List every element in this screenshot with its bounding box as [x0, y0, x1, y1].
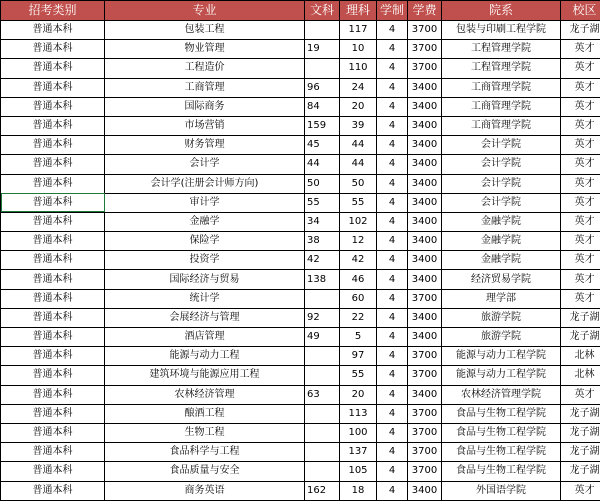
cell-arts-quota[interactable]: 44: [305, 155, 340, 174]
cell-college[interactable]: 外国语学院: [442, 481, 561, 500]
cell-campus[interactable]: 龙子湖: [561, 21, 600, 40]
cell-campus[interactable]: 英才: [561, 385, 600, 404]
cell-arts-quota[interactable]: 42: [305, 251, 340, 270]
cell-college[interactable]: 会计学院: [442, 193, 561, 212]
cell-tuition[interactable]: 3700: [408, 404, 442, 423]
cell-science-quota[interactable]: 22: [340, 308, 377, 327]
cell-major[interactable]: 酒店管理: [105, 328, 305, 347]
cell-college[interactable]: 金融学院: [442, 232, 561, 251]
cell-arts-quota[interactable]: 63: [305, 385, 340, 404]
cell-arts-quota[interactable]: [305, 462, 340, 481]
cell-arts-quota[interactable]: 159: [305, 116, 340, 135]
cell-category[interactable]: 普通本科: [1, 423, 105, 442]
cell-arts-quota[interactable]: [305, 443, 340, 462]
cell-arts-quota[interactable]: 162: [305, 481, 340, 500]
cell-category[interactable]: 普通本科: [1, 462, 105, 481]
table-row: [1, 366, 600, 385]
cell-science-quota[interactable]: 55: [340, 366, 377, 385]
cell-science-quota[interactable]: 50: [340, 174, 377, 193]
table-row: [1, 78, 600, 97]
cell-college[interactable]: 食品与生物工程学院: [442, 462, 561, 481]
cell-tuition[interactable]: 3700: [408, 289, 442, 308]
table-row: [1, 59, 600, 78]
cell-science-quota[interactable]: 39: [340, 116, 377, 135]
cell-duration[interactable]: 4: [377, 385, 408, 404]
cell-major[interactable]: 建筑环境与能源应用工程: [105, 366, 305, 385]
table-row: [1, 232, 600, 251]
cell-tuition[interactable]: 3400: [408, 385, 442, 404]
cell-tuition[interactable]: 3700: [408, 347, 442, 366]
table-row: [1, 212, 600, 231]
cell-major[interactable]: 商务英语: [105, 481, 305, 500]
cell-science-quota[interactable]: 42: [340, 251, 377, 270]
cell-major[interactable]: 物业管理: [105, 40, 305, 59]
cell-arts-quota[interactable]: 55: [305, 193, 340, 212]
cell-science-quota[interactable]: 20: [340, 385, 377, 404]
cell-campus[interactable]: 英才: [561, 116, 600, 135]
header-row: [1, 1, 600, 21]
cell-category[interactable]: 普通本科: [1, 385, 105, 404]
cell-duration[interactable]: 4: [377, 423, 408, 442]
cell-science-quota[interactable]: 5: [340, 328, 377, 347]
cell-category[interactable]: 普通本科: [1, 481, 105, 500]
cell-category[interactable]: 普通本科: [1, 212, 105, 231]
cell-college[interactable]: 工商管理学院: [442, 116, 561, 135]
cell-science-quota[interactable]: 18: [340, 481, 377, 500]
cell-major[interactable]: 食品科学与工程: [105, 443, 305, 462]
cell-arts-quota[interactable]: [305, 347, 340, 366]
cell-campus[interactable]: 龙子湖: [561, 404, 600, 423]
cell-college[interactable]: 工商管理学院: [442, 97, 561, 116]
cell-campus[interactable]: 英才: [561, 40, 600, 59]
cell-arts-quota[interactable]: 96: [305, 78, 340, 97]
cell-college[interactable]: 理学部: [442, 289, 561, 308]
cell-arts-quota[interactable]: [305, 366, 340, 385]
cell-college[interactable]: 能源与动力工程学院: [442, 366, 561, 385]
cell-college[interactable]: 会计学院: [442, 174, 561, 193]
cell-duration[interactable]: 4: [377, 193, 408, 212]
cell-college[interactable]: 旅游学院: [442, 328, 561, 347]
cell-arts-quota[interactable]: 138: [305, 270, 340, 289]
cell-college[interactable]: 金融学院: [442, 212, 561, 231]
cell-science-quota[interactable]: 44: [340, 136, 377, 155]
cell-major[interactable]: 工商管理: [105, 78, 305, 97]
cell-duration[interactable]: 4: [377, 443, 408, 462]
cell-category[interactable]: 普通本科: [1, 78, 105, 97]
cell-science-quota[interactable]: 10: [340, 40, 377, 59]
header-cell-tuition[interactable]: 学费: [408, 1, 442, 21]
table-row: [1, 289, 600, 308]
cell-science-quota[interactable]: 100: [340, 423, 377, 442]
cell-category[interactable]: 普通本科: [1, 40, 105, 59]
cell-duration[interactable]: 4: [377, 40, 408, 59]
cell-tuition[interactable]: 3400: [408, 212, 442, 231]
cell-college[interactable]: 食品与生物工程学院: [442, 443, 561, 462]
table-row: [1, 270, 600, 289]
cell-campus[interactable]: 英才: [561, 59, 600, 78]
cell-duration[interactable]: 4: [377, 251, 408, 270]
cell-duration[interactable]: 4: [377, 78, 408, 97]
table-row: [1, 404, 600, 423]
cell-category[interactable]: 普通本科: [1, 116, 105, 135]
cell-major[interactable]: 生物工程: [105, 423, 305, 442]
table-row: [1, 193, 600, 212]
cell-duration[interactable]: 4: [377, 404, 408, 423]
cell-science-quota[interactable]: 55: [340, 193, 377, 212]
cell-major[interactable]: 酿酒工程: [105, 404, 305, 423]
cell-major[interactable]: 市场营销: [105, 116, 305, 135]
cell-campus[interactable]: 英才: [561, 481, 600, 500]
table-body: [1, 21, 600, 501]
cell-duration[interactable]: 4: [377, 174, 408, 193]
cell-duration[interactable]: 4: [377, 270, 408, 289]
cell-major[interactable]: 工程造价: [105, 59, 305, 78]
cell-science-quota[interactable]: 117: [340, 21, 377, 40]
cell-duration[interactable]: 4: [377, 59, 408, 78]
cell-arts-quota[interactable]: [305, 289, 340, 308]
cell-college[interactable]: 农林经济管理学院: [442, 385, 561, 404]
cell-arts-quota[interactable]: 49: [305, 328, 340, 347]
cell-duration[interactable]: 4: [377, 328, 408, 347]
cell-science-quota[interactable]: 110: [340, 59, 377, 78]
cell-category[interactable]: 普通本科: [1, 366, 105, 385]
cell-duration[interactable]: 4: [377, 155, 408, 174]
cell-category[interactable]: 普通本科: [1, 59, 105, 78]
header-cell-category[interactable]: 招考类别: [1, 1, 105, 21]
cell-arts-quota[interactable]: 38: [305, 232, 340, 251]
cell-campus[interactable]: 英才: [561, 78, 600, 97]
table-row: [1, 308, 600, 327]
cell-college[interactable]: 包装与印刷工程学院: [442, 21, 561, 40]
cell-duration[interactable]: 4: [377, 347, 408, 366]
header-cell-campus[interactable]: 校区: [561, 1, 600, 21]
cell-campus[interactable]: 英才: [561, 97, 600, 116]
cell-tuition[interactable]: 3700: [408, 443, 442, 462]
cell-major[interactable]: 国际经济与贸易: [105, 270, 305, 289]
cell-science-quota[interactable]: 105: [340, 462, 377, 481]
cell-arts-quota[interactable]: [305, 59, 340, 78]
cell-college[interactable]: 食品与生物工程学院: [442, 404, 561, 423]
cell-tuition[interactable]: 3400: [408, 481, 442, 500]
cell-tuition[interactable]: 3400: [408, 308, 442, 327]
cell-major[interactable]: 统计学: [105, 289, 305, 308]
table-row: [1, 116, 600, 135]
cell-duration[interactable]: 4: [377, 116, 408, 135]
cell-campus[interactable]: 龙子湖: [561, 462, 600, 481]
cell-major[interactable]: 包装工程: [105, 21, 305, 40]
cell-tuition[interactable]: 3400: [408, 174, 442, 193]
cell-duration[interactable]: 4: [377, 366, 408, 385]
cell-science-quota[interactable]: 46: [340, 270, 377, 289]
cell-major[interactable]: 投资学: [105, 251, 305, 270]
header-cell-college[interactable]: 院系: [442, 1, 561, 21]
cell-duration[interactable]: 4: [377, 212, 408, 231]
cell-college[interactable]: 食品与生物工程学院: [442, 423, 561, 442]
header-cell-science[interactable]: 理科: [340, 1, 377, 21]
cell-campus[interactable]: 英才: [561, 174, 600, 193]
cell-arts-quota[interactable]: [305, 21, 340, 40]
cell-science-quota[interactable]: 24: [340, 78, 377, 97]
cell-campus[interactable]: 龙子湖: [561, 443, 600, 462]
table-row: [1, 21, 600, 40]
cell-category[interactable]: 普通本科: [1, 328, 105, 347]
cell-college[interactable]: 会计学院: [442, 136, 561, 155]
cell-major[interactable]: 国际商务: [105, 97, 305, 116]
cell-category[interactable]: 普通本科: [1, 155, 105, 174]
cell-campus[interactable]: 英才: [561, 270, 600, 289]
cell-campus[interactable]: 英才: [561, 193, 600, 212]
cell-arts-quota[interactable]: 19: [305, 40, 340, 59]
cell-major[interactable]: 食品质量与安全: [105, 462, 305, 481]
cell-campus[interactable]: 英才: [561, 232, 600, 251]
cell-campus[interactable]: 北林: [561, 347, 600, 366]
cell-campus[interactable]: 英才: [561, 136, 600, 155]
cell-category[interactable]: 普通本科: [1, 21, 105, 40]
table-row: [1, 136, 600, 155]
cell-college[interactable]: 工程管理学院: [442, 40, 561, 59]
cell-category[interactable]: 普通本科: [1, 251, 105, 270]
cell-duration[interactable]: 4: [377, 136, 408, 155]
cell-tuition[interactable]: 3700: [408, 366, 442, 385]
table-row: [1, 174, 600, 193]
header-cell-duration[interactable]: 学制: [377, 1, 408, 21]
cell-campus[interactable]: 英才: [561, 155, 600, 174]
cell-category[interactable]: 普通本科: [1, 289, 105, 308]
cell-major[interactable]: 审计学: [105, 193, 305, 212]
cell-duration[interactable]: 4: [377, 308, 408, 327]
cell-science-quota[interactable]: 44: [340, 155, 377, 174]
table-row: [1, 155, 600, 174]
cell-arts-quota[interactable]: 45: [305, 136, 340, 155]
cell-tuition[interactable]: 3400: [408, 193, 442, 212]
cell-tuition[interactable]: 3400: [408, 328, 442, 347]
cell-science-quota[interactable]: 137: [340, 443, 377, 462]
cell-arts-quota[interactable]: [305, 404, 340, 423]
cell-college[interactable]: 经济贸易学院: [442, 270, 561, 289]
header-cell-major[interactable]: 专业: [105, 1, 305, 21]
cell-college[interactable]: 工程管理学院: [442, 59, 561, 78]
cell-duration[interactable]: 4: [377, 232, 408, 251]
table-row: [1, 385, 600, 404]
cell-college[interactable]: 能源与动力工程学院: [442, 347, 561, 366]
cell-category[interactable]: 普通本科: [1, 404, 105, 423]
cell-category[interactable]: 普通本科: [1, 270, 105, 289]
cell-college[interactable]: 会计学院: [442, 155, 561, 174]
cell-arts-quota[interactable]: 50: [305, 174, 340, 193]
table-row: [1, 423, 600, 442]
cell-science-quota[interactable]: 102: [340, 212, 377, 231]
cell-science-quota[interactable]: 97: [340, 347, 377, 366]
cell-tuition[interactable]: 3400: [408, 232, 442, 251]
cell-tuition[interactable]: 3400: [408, 251, 442, 270]
header-cell-arts[interactable]: 文科: [305, 1, 340, 21]
cell-tuition[interactable]: 3400: [408, 155, 442, 174]
cell-major[interactable]: 会计学: [105, 155, 305, 174]
cell-duration[interactable]: 4: [377, 481, 408, 500]
cell-major[interactable]: 保险学: [105, 232, 305, 251]
cell-arts-quota[interactable]: 92: [305, 308, 340, 327]
cell-major[interactable]: 能源与动力工程: [105, 347, 305, 366]
cell-campus[interactable]: 英才: [561, 289, 600, 308]
cell-tuition[interactable]: 3700: [408, 462, 442, 481]
cell-major[interactable]: 会计学(注册会计师方向): [105, 174, 305, 193]
table-row: [1, 251, 600, 270]
cell-college[interactable]: 工商管理学院: [442, 78, 561, 97]
table-row: [1, 443, 600, 462]
cell-tuition[interactable]: 3400: [408, 78, 442, 97]
cell-category[interactable]: 普通本科: [1, 136, 105, 155]
cell-science-quota[interactable]: 60: [340, 289, 377, 308]
cell-campus[interactable]: 龙子湖: [561, 328, 600, 347]
cell-tuition[interactable]: 3400: [408, 97, 442, 116]
cell-category[interactable]: 普通本科: [1, 308, 105, 327]
table-row: [1, 40, 600, 59]
cell-duration[interactable]: 4: [377, 21, 408, 40]
cell-campus[interactable]: 英才: [561, 212, 600, 231]
cell-college[interactable]: 金融学院: [442, 251, 561, 270]
cell-category[interactable]: 普通本科: [1, 232, 105, 251]
table-row: [1, 481, 600, 500]
cell-science-quota[interactable]: 12: [340, 232, 377, 251]
cell-tuition[interactable]: 3700: [408, 21, 442, 40]
cell-tuition[interactable]: 3700: [408, 59, 442, 78]
cell-major[interactable]: 金融学: [105, 212, 305, 231]
table-row: [1, 347, 600, 366]
cell-duration[interactable]: 4: [377, 462, 408, 481]
cell-category[interactable]: 普通本科: [1, 347, 105, 366]
cell-tuition[interactable]: 3400: [408, 270, 442, 289]
cell-tuition[interactable]: 3700: [408, 40, 442, 59]
cell-campus[interactable]: 英才: [561, 251, 600, 270]
cell-tuition[interactable]: 3700: [408, 423, 442, 442]
cell-major[interactable]: 会展经济与管理: [105, 308, 305, 327]
cell-campus[interactable]: 龙子湖: [561, 423, 600, 442]
table-row: [1, 328, 600, 347]
table-row: [1, 97, 600, 116]
cell-category[interactable]: 普通本科: [1, 174, 105, 193]
cell-category[interactable]: 普通本科: [1, 193, 105, 212]
cell-campus[interactable]: 北林: [561, 366, 600, 385]
cell-tuition[interactable]: 3400: [408, 116, 442, 135]
cell-duration[interactable]: 4: [377, 97, 408, 116]
cell-science-quota[interactable]: 113: [340, 404, 377, 423]
cell-college[interactable]: 旅游学院: [442, 308, 561, 327]
cell-arts-quota[interactable]: 84: [305, 97, 340, 116]
cell-campus[interactable]: 龙子湖: [561, 308, 600, 327]
cell-category[interactable]: 普通本科: [1, 97, 105, 116]
cell-duration[interactable]: 4: [377, 289, 408, 308]
cell-category[interactable]: 普通本科: [1, 443, 105, 462]
cell-major[interactable]: 财务管理: [105, 136, 305, 155]
table-row: [1, 462, 600, 481]
cell-science-quota[interactable]: 20: [340, 97, 377, 116]
cell-tuition[interactable]: 3400: [408, 136, 442, 155]
cell-arts-quota[interactable]: [305, 423, 340, 442]
cell-arts-quota[interactable]: 34: [305, 212, 340, 231]
cell-major[interactable]: 农林经济管理: [105, 385, 305, 404]
